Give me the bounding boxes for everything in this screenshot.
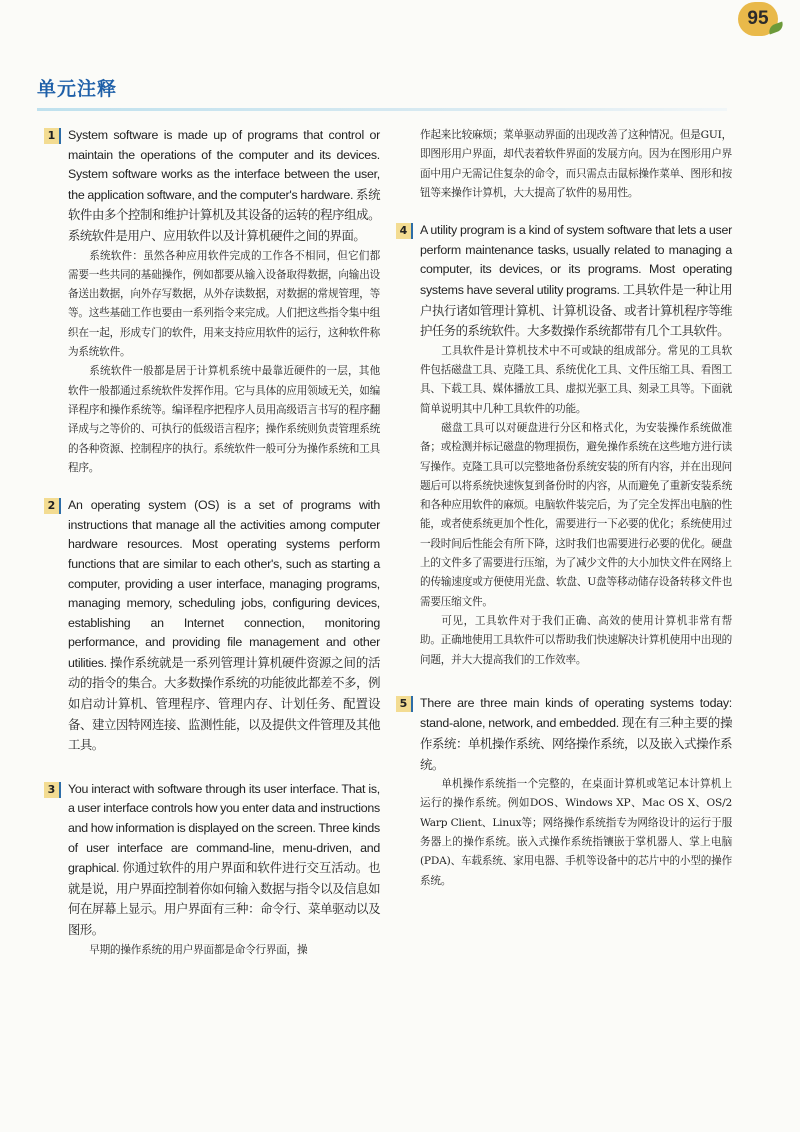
note-english <box>420 694 732 775</box>
note-chinese-translation: 系统软件由多个控制和维护计算机及其设备的运转的程序组成。系统软件是用户、应用软件以及计算机硬件之间的界面。 <box>68 186 380 243</box>
note-3 <box>47 780 380 960</box>
note-explanation: 单机操作系统指一个完整的，在桌面计算机或笔记本计算机上运行的操作系统。例如DOS、Windows XP、Mac OS X、OS/2 Warp Client、Linux等；网络操作系统指专为网络设计的运行于服务器上的操作系统。嵌入式操作系统指镶嵌于掌机器人、掌上电脑(PDA)、车载系统、家用电器、手机等设备中的芯片中的小型的操作系统。 <box>420 778 732 887</box>
note-number: 2 <box>44 498 61 514</box>
note-number: 4 <box>396 223 413 239</box>
note-english-text: A utility program is a kind of system software that lets a user perform maintenance tasks, usually related to managing a computer, its devices, or its programs. Most operating systems have several utility programs. <box>420 223 732 297</box>
note-explanation: 系统软件一般都是居于计算机系统中最靠近硬件的一层，其他软件一般都通过系统软件发挥作用。它与具体的应用领域无关，如编译程序和操作系统等。编译程序把程序人员用高级语言书写的程序翻译成与之等价的、可执行的低级语言程序；操作系统则负责管理系统的各种资源、控制程序的执行。系统软件一般可分为操作系统和工具程序。 <box>68 365 380 474</box>
section-title: 单元注释 <box>37 78 118 100</box>
note-english-text: You interact with software through its user interface. That is, a user interface controls how you enter data and instructions and how information is displayed on the screen. Three kinds of user interface are command-line, menu-driven, and graphical. <box>68 781 380 876</box>
note-english-text: An operating system (OS) is a set of programs with instructions that manage all the activities among computer hardware resources. Most operating systems perform functions that are similar to each other's, such as starting a computer, providing a user interface, managing programs, managing memory, scheduling jobs, configuring devices, establishing an Internet connection, monitoring performance, and providing file management and other utilities. <box>68 498 380 670</box>
note-explanation: 磁盘工具可以对硬盘进行分区和格式化，为安装操作系统做准备；或检测并标记磁盘的物理损伤，避免操作系统在这些地方进行读写操作。克隆工具可以完整地备份系统安装的所有内容，并在出现问题后可以将系统快速恢复到备份时的内容，从而避免了重新安装系统和各种应用软件的麻烦。电脑软件装完后，为了完全发挥出电脑的性能，或者使系统更加个性化，需要进行一下必要的优化；系统使用过一段时间后性能会有所下降，这时我们也需要进行必要的优化。硬盘上的文件多了需要进行压缩，为了减少文件的大小加快文件在网络上的传输速度或方便使用光盘、软盘、U盘等移动储存设备转移文件也需要压缩文件。 <box>420 421 732 608</box>
left-column <box>47 126 381 978</box>
note-english <box>68 496 380 756</box>
right-column <box>399 126 732 909</box>
note-explanation: 工具软件是计算机技术中不可或缺的组成部分。常见的工具软件包括磁盘工具、克隆工具、系统优化工具、文件压缩工具、看图工具、下载工具、媒体播放工具、虚拟光驱工具、刻录工具等。下面就简单说明其中几种工具软件的功能。 <box>420 344 732 415</box>
note-explanation: 可见，工具软件对于我们正确、高效的使用计算机非常有帮助。正确地使用工具软件可以帮助我们快速解决计算机使用中出现的问题，并大大提高我们的工作效率。 <box>420 614 732 666</box>
note-5 <box>399 694 732 891</box>
note-2 <box>47 496 381 756</box>
note-chinese-translation: 你通过软件的用户界面和软件进行交互活动。也就是说，用户界面控制着你如何输入数据与指令以及信息如何在屏幕上显示。用户界面有三种：命令行、菜单驱动以及图形。 <box>68 860 380 937</box>
note-number: 5 <box>396 696 413 712</box>
note-3-continued <box>420 126 732 203</box>
note-explanation: 早期的操作系统的用户界面都是命令行界面，操 <box>89 943 308 956</box>
note-english <box>68 126 380 247</box>
note-chinese-translation: 操作系统就是一系列管理计算机硬件资源之间的活动的指令的集合。大多数操作系统的功能彼此都差不多，例如启动计算机、管理程序、管理内存、计划任务、配置设备、建立因特网连接、监测性能，以及提供文件管理及其他工具。 <box>68 654 381 753</box>
note-1 <box>47 126 380 478</box>
note-explanation-continued: 作起来比较麻烦；菜单驱动界面的出现改善了这种情况。但是GUI，即图形用户界面，却代表着软件界面的发展方向。因为在图形用户界面中用户无需记住复杂的命令，而只需点击鼠标操作菜单、图形和按钮等来操作计算机，大大提高了软件的易用性。 <box>420 129 732 199</box>
page-number: 95 <box>747 8 769 29</box>
note-4 <box>399 221 732 670</box>
title-divider <box>37 108 727 111</box>
note-chinese-translation: 现在有三种主要的操作系统：单机操作系统、网络操作系统，以及嵌入式操作系统。 <box>420 715 732 772</box>
note-english <box>420 221 732 342</box>
note-english-text: There are three main kinds of operating systems today: stand-alone, network, and embedded. <box>420 695 732 731</box>
note-english <box>68 780 380 941</box>
note-chinese-translation: 工具软件是一种让用户执行诸如管理计算机、计算机设备、或者计算机程序等维护任务的系统软件。大多数操作系统都带有几个工具软件。 <box>420 281 732 339</box>
note-number: 1 <box>44 128 61 144</box>
note-english-text: System software is made up of programs that control or maintain the operations of the computer and its devices. System software works as the interface between the user, the application software, and the computer's hardware. <box>68 128 380 202</box>
note-number: 3 <box>44 782 61 798</box>
note-explanation: 系统软件：虽然各种应用软件完成的工作各不相同，但它们都需要一些共同的基础操作，例如都要从输入设备取得数据，向输出设备送出数据，向外存写数据，从外存读数据，对数据的常规管理，等等。这些基础工作也要由一系列指令来完成。人们把这些指令集中组织在一起，形成专门的软件，用来支持应用软件的运行，这种软件称为系统软件。 <box>68 249 380 359</box>
